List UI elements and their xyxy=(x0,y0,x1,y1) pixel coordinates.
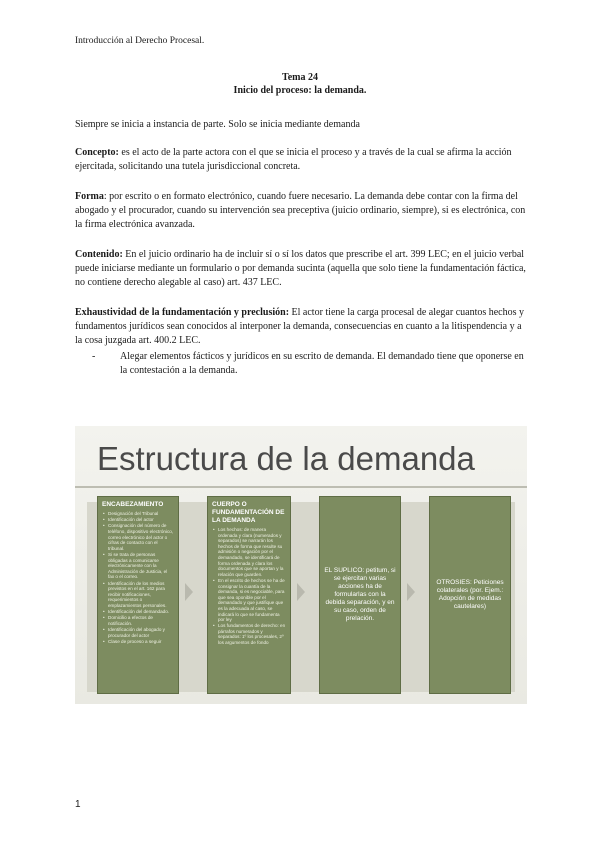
list-item: • En el escrito de hechos se ha de consignar la cuantía de la demanda, si es negociable, para que sea oponible por el demandado y que justifique que es la adecuada al caso, se indicará lo que se fundamenta por ley xyxy=(218,578,286,623)
list-item: • Designación del Tribunal xyxy=(108,511,174,517)
bullet-dash: - xyxy=(92,351,96,362)
list-item: • Los hechos: de manera ordenada y clara (numerados y separados) se narrarán los hechos de forma que resulte su admisión o negación por el demandado, se identificará de forma ordenada y clara los documentos que se aportan y la relación que guarden. xyxy=(218,527,286,577)
box-suplico xyxy=(319,496,401,694)
topic-number: Tema 24 xyxy=(281,72,319,83)
contenido-text: En el juicio ordinario ha de incluir sí o sí los datos que prescribe el art. 399 LEC; en el juicio verbal puede iniciarse mediante un formulario o por demanda sucinta (aquella que solo tiene la fundamentación fáctica, no contiene derecho alegable al caso) art. 437 LEC. xyxy=(75,249,526,288)
box-text: OTROSIES: Peticiones colaterales (por. Ejem.: Adopción de medidas cautelares) xyxy=(436,579,504,610)
box-otrosies xyxy=(429,496,511,694)
list-item: • Clase de proceso a seguir xyxy=(108,639,174,645)
exhaustividad-text: El actor tiene la carga procesal de alegar cuantos hechos y fundamentos jurídicos sean conocidos al interponer la demanda, consecuencias en cuanto a la litispendencia y a la cosa juzgada art. 400.2 LEC. xyxy=(75,307,525,346)
concepto-paragraph xyxy=(75,146,527,174)
list-item: • Consignación del número de teléfono, dispositivo electrónico, correo electrónico del actor o cifras de contacto con el tribunal. xyxy=(108,523,174,551)
slide-divider xyxy=(75,486,527,488)
box-list xyxy=(212,527,286,646)
contenido-label: Contenido: xyxy=(75,249,123,260)
page-number: 1 xyxy=(75,799,81,810)
list-item: • Identificación del demandado. xyxy=(108,609,174,615)
concepto-label: Concepto: xyxy=(75,147,119,158)
list-item: • Identificación del actor xyxy=(108,517,174,523)
box-title: ENCABEZAMIENTO xyxy=(102,501,164,508)
box-text: EL SUPLICO: petitum, si se ejercitan varias acciones ha de formularlas con la debida separación, y en su caso, orden de prelación. xyxy=(324,567,396,622)
forma-text: : por escrito o en formato electrónico, cuando fuere necesario. La demanda debe contar con la firma del abogado y el procurador, cuando su intervención sea preceptiva (juicio ordinario, siempre), si es electrónica, con la firma electrónica avanzada. xyxy=(75,191,526,230)
topic-title: Inicio del proceso: la demanda. xyxy=(233,85,367,96)
slide-title: Estructura de la demanda xyxy=(97,440,475,477)
flow-arrow xyxy=(407,583,415,601)
intro-paragraph: Siempre se inicia a instancia de parte. Solo se inicia mediante demanda xyxy=(75,119,360,130)
forma-label: Forma xyxy=(75,191,104,202)
forma-paragraph xyxy=(75,190,527,232)
list-item: • Identificación de los medios previstos en el art. 162 para recibir notificaciones, requerimientos o emplazamientos personales. xyxy=(108,581,174,609)
list-item: • Identificación del abogado y procurador del actor xyxy=(108,627,174,638)
flow-arrow xyxy=(185,583,193,601)
contenido-paragraph xyxy=(75,248,527,290)
structure-slide-image xyxy=(75,426,527,704)
bullet-text: Alegar elementos fácticos y jurídicos en su escrito de demanda. El demandado tiene que oponerse en la contestación a la demanda. xyxy=(120,351,524,376)
exhaustividad-paragraph xyxy=(75,306,527,348)
box-list xyxy=(102,511,174,644)
box-encabezamiento xyxy=(97,496,179,694)
list-item: • Los fundamentos de derecho: en párrafos numerados y separados: 1º los procesales, 2º los argumentos de fondo xyxy=(218,623,286,645)
flow-arrow xyxy=(297,583,305,601)
box-cuerpo xyxy=(207,496,291,694)
running-header: Introducción al Derecho Procesal. xyxy=(75,36,205,46)
exhaustividad-label: Exhaustividad de la fundamentación y preclusión: xyxy=(75,307,290,318)
box-title: CUERPO O FUNDAMENTACIÓN DE LA DEMANDA xyxy=(212,501,285,524)
document-title xyxy=(0,71,600,97)
list-item: • Si se trata de personas obligadas a comunicarse electrónicamente con la Administración de Justicia, el fax o el correo. xyxy=(108,552,174,580)
concepto-text: es el acto de la parte actora con el que se inicia el proceso y a través de la cual se afirma la acción ejercitada, solicitando una tutela jurisdiccional concreta. xyxy=(75,147,512,172)
list-item: • Domicilio a efectos de notificación. xyxy=(108,615,174,626)
